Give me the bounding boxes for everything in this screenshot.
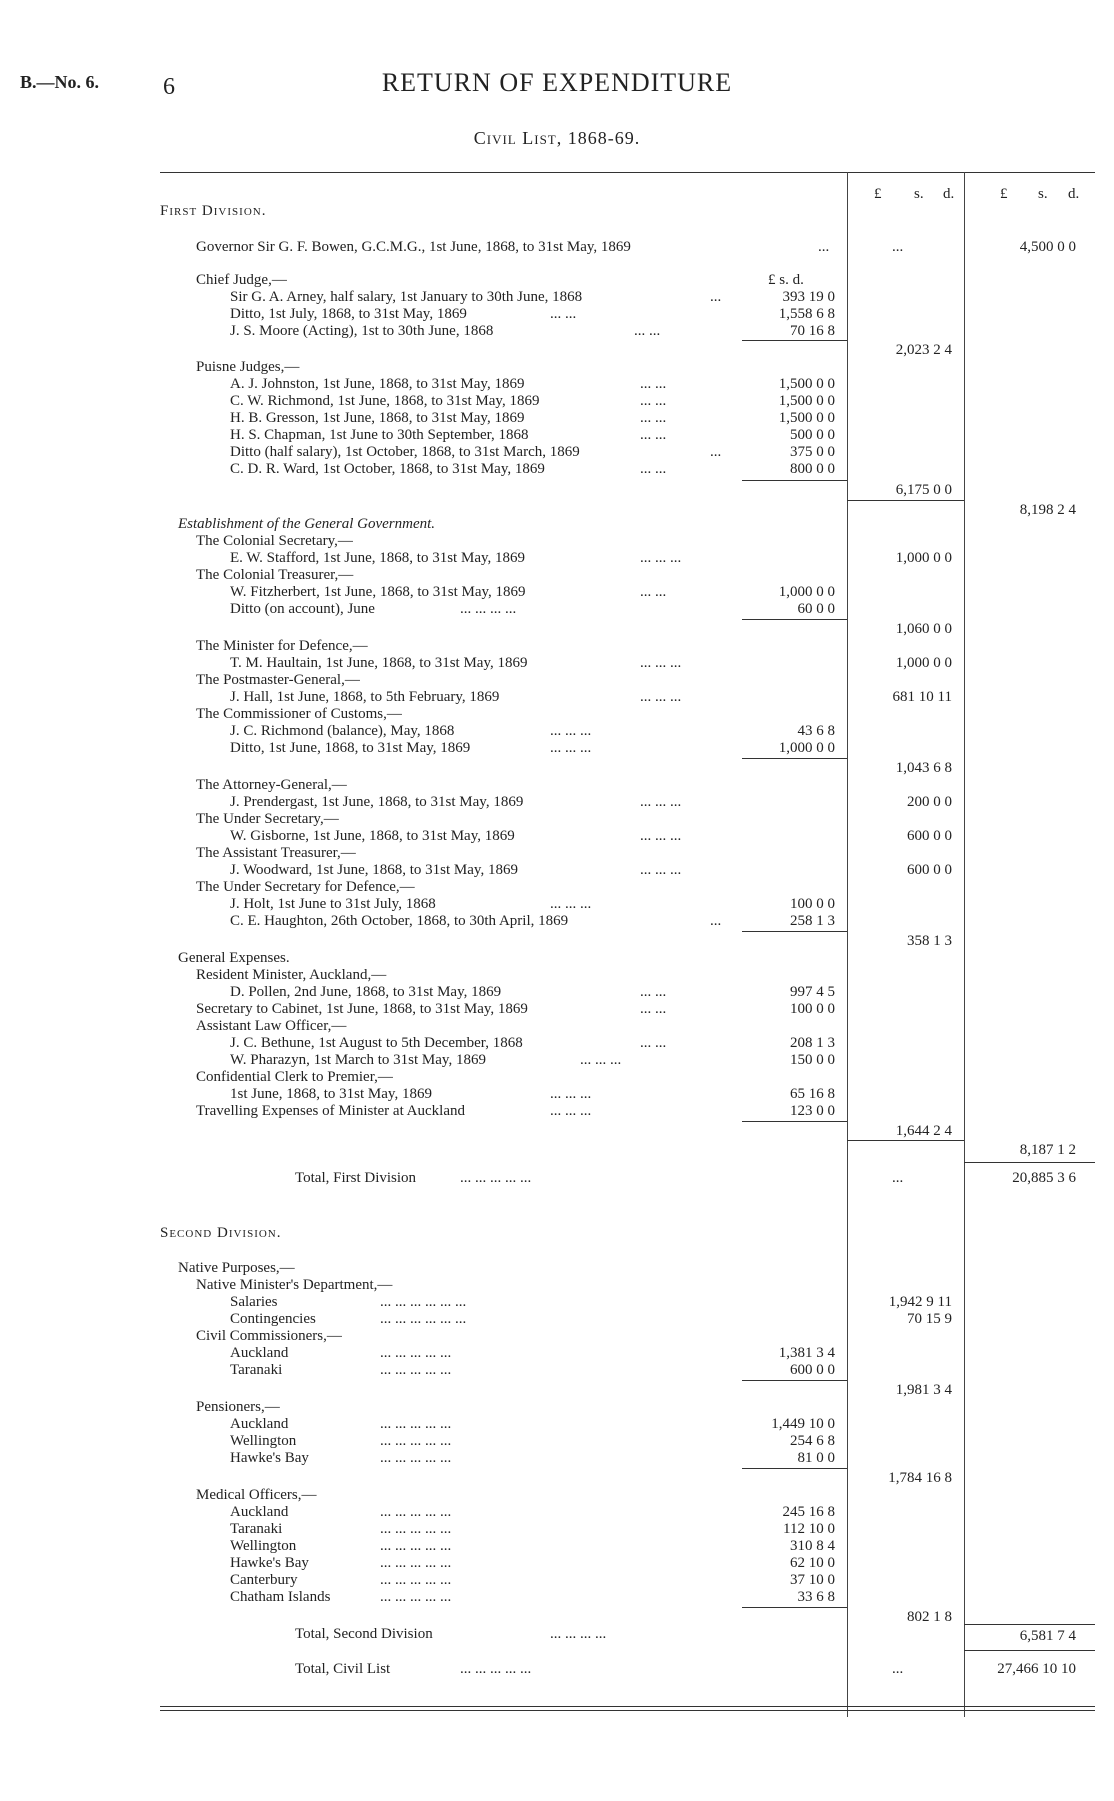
customs-row-1: J. C. Richmond (balance), May, 1868 [230,723,455,739]
amount: 1,000 0 0 [895,655,952,671]
dots: ... ... [634,323,661,339]
subtotal-rule [742,340,847,341]
dots: ... [892,1170,904,1186]
under-secretary-label: The Under Secretary,— [196,811,339,827]
dots: ... ... [640,984,667,1000]
amount: 43 6 8 [797,723,835,739]
attorney-label: The Attorney-General,— [196,777,347,793]
colonial-treasurer-subtotal: 1,060 0 0 [895,621,952,637]
amount: 1,000 0 0 [778,584,835,600]
amount: 997 4 5 [790,984,835,1000]
dots: ... [710,913,722,929]
dots: ... ... ... ... ... [380,1538,452,1554]
medical-row-1: Auckland [230,1504,289,1520]
chief-judge-row-1: Sir G. A. Arney, half salary, 1st January to 30th June, 1868 [230,289,583,305]
customs-label: The Commissioner of Customs,— [196,706,402,722]
amount: 500 0 0 [790,427,835,443]
colonial-treasurer-row-1: W. Fitzherbert, 1st June, 1868, to 31st May, 1869 [230,584,526,600]
puisne-row-5: Ditto (half salary), 1st October, 1868, to 31st March, 1869 [230,444,580,460]
dots: ... ... ... [550,740,592,756]
subtotal-rule [742,619,847,620]
under-sec-defence-label: The Under Secretary for Defence,— [196,879,415,895]
dots: ... ... ... ... ... [380,1433,452,1449]
col-header-shillings-2: s. [1038,186,1048,202]
chief-judge-subtotal: 2,023 2 4 [895,342,952,358]
under-sec-defence-row-1: J. Holt, 1st June to 31st July, 1868 [230,896,436,912]
subtotal-rule [742,931,847,932]
amount: 62 10 0 [790,1555,835,1571]
general-expenses-heading: General Expenses. [178,950,290,966]
puisne-row-3: H. B. Gresson, 1st June, 1868, to 31st May, 1869 [230,410,525,426]
dots: ... ... ... ... ... [460,1661,532,1677]
amount: 65 16 8 [790,1086,835,1102]
amount: 1,942 9 11 [888,1294,952,1310]
dots: ... ... ... [550,1086,592,1102]
salaries-row: Salaries [230,1294,278,1310]
dots: ... ... ... [640,862,682,878]
customs-subtotal: 1,043 6 8 [895,760,952,776]
pensioners-label: Pensioners,— [196,1399,280,1415]
judges-total: 8,198 2 4 [1019,502,1076,518]
dots: ... ... ... ... [460,601,517,617]
civil-commissioners-row-2: Taranaki [230,1362,283,1378]
col-header-pounds-2: £ [1000,186,1008,202]
first-division-total-label: Total, First Division [295,1170,417,1186]
defence-row: T. M. Haultain, 1st June, 1868, to 31st May, 1869 [230,655,528,671]
dots: ... ... ... ... ... [380,1555,452,1571]
dots: ... ... ... ... ... ... [380,1294,467,1310]
amount: 81 0 0 [797,1450,835,1466]
dots: ... ... ... ... ... [380,1362,452,1378]
amount: 150 0 0 [790,1052,835,1068]
amount: 208 1 3 [790,1035,835,1051]
establishment-total-rule [847,1140,964,1141]
dots: ... ... [640,376,667,392]
col-header-pence-2: d. [1068,186,1080,202]
dots: ... ... [640,410,667,426]
amount: 1,449 10 0 [771,1416,835,1432]
dots: ... [710,289,722,305]
law-officer-row-1: J. C. Bethune, 1st August to 5th December, 1868 [230,1035,523,1051]
civil-commissioners-subtotal: 1,981 3 4 [895,1382,952,1398]
pensioners-subtotal: 1,784 16 8 [888,1470,952,1486]
resident-minister-label: Resident Minister, Auckland,— [196,967,387,983]
medical-row-3: Wellington [230,1538,297,1554]
page-title: RETURN OF EXPENDITURE [381,68,733,97]
amount: 254 6 8 [790,1433,835,1449]
amount: 1,500 0 0 [778,410,835,426]
establishment-heading: Establishment of the General Government. [178,516,436,532]
governor-dots: ... [818,239,830,255]
dots: ... ... [640,393,667,409]
amount: 258 1 3 [790,913,835,929]
dots: ... ... ... ... [550,1626,607,1642]
dots: ... ... [640,1035,667,1051]
pensioners-row-2: Wellington [230,1433,297,1449]
asst-treasurer-label: The Assistant Treasurer,— [196,845,356,861]
defence-label: The Minister for Defence,— [196,638,368,654]
dots: ... ... ... ... ... [460,1170,532,1186]
puisne-row-6: C. D. R. Ward, 1st October, 1868, to 31st May, 1869 [230,461,545,477]
dots: ... ... [640,584,667,600]
amount: 37 10 0 [790,1572,835,1588]
under-secretary-row: W. Gisborne, 1st June, 1868, to 31st May, 1869 [230,828,515,844]
first-division-total: 20,885 3 6 [1012,1170,1076,1186]
establishment-total: 8,187 1 2 [1019,1142,1076,1158]
dots: ... ... ... [550,1103,592,1119]
resident-minister-row: D. Pollen, 2nd June, 1868, to 31st May, 1869 [230,984,502,1000]
customs-row-2: Ditto, 1st June, 1868, to 31st May, 1869 [230,740,471,756]
travelling-row: Travelling Expenses of Minister at Auckland [196,1103,465,1119]
dots: ... [892,1661,904,1677]
column-divider-left [847,172,848,1717]
dots: ... ... [640,1001,667,1017]
dots: ... ... ... [580,1052,622,1068]
amount: 1,500 0 0 [778,393,835,409]
page-number: 6 [163,74,175,100]
medical-row-4: Hawke's Bay [230,1555,309,1571]
dots: ... ... ... ... ... [380,1504,452,1520]
chief-judge-row-3: J. S. Moore (Acting), 1st to 30th June, 1868 [230,323,494,339]
civil-list-total-rule [964,1650,1095,1651]
amount: 100 0 0 [790,1001,835,1017]
amount: 100 0 0 [790,896,835,912]
puisne-subtotal: 6,175 0 0 [895,482,952,498]
amount: 70 15 9 [907,1311,952,1327]
under-sec-defence-row-2: C. E. Haughton, 26th October, 1868, to 30th April, 1869 [230,913,569,929]
dots: ... ... ... ... ... [380,1521,452,1537]
amount: 112 10 0 [783,1521,835,1537]
civil-list-total-label: Total, Civil List [295,1661,391,1677]
general-expenses-subtotal: 1,644 2 4 [895,1123,952,1139]
document-reference: B.—No. 6. [20,72,100,92]
subtotal-rule [742,1468,847,1469]
amount: 33 6 8 [797,1589,835,1605]
second-division-total-label: Total, Second Division [295,1626,433,1642]
civil-commissioners-row-1: Auckland [230,1345,289,1361]
dots: ... ... ... [550,723,592,739]
col-header-pence: d. [943,186,955,202]
governor-mid: ... [892,239,904,255]
dots: ... ... ... [640,550,682,566]
medical-row-5: Canterbury [230,1572,298,1588]
col-header-pounds: £ [874,186,882,202]
medical-row-6: Chatham Islands [230,1589,331,1605]
amount: 1,500 0 0 [778,376,835,392]
subtotal-rule [742,758,847,759]
clerk-row: 1st June, 1868, to 31st May, 1869 [230,1086,432,1102]
col-header-shillings: s. [914,186,924,202]
governor-amount: 4,500 0 0 [1019,239,1076,255]
medical-row-2: Taranaki [230,1521,283,1537]
chief-judge-label: Chief Judge,— [196,272,287,288]
dots: ... ... ... [550,896,592,912]
bottom-rule [160,1706,1095,1707]
dots: ... ... ... ... ... [380,1416,452,1432]
colonial-secretary-label: The Colonial Secretary,— [196,533,353,549]
column-divider-right [964,172,965,1717]
subtotal-rule [742,1607,847,1608]
amount: 1,000 0 0 [778,740,835,756]
medical-label: Medical Officers,— [196,1487,317,1503]
dots: ... ... [640,461,667,477]
inner-col-header: £ s. d. [768,272,804,288]
section-heading-first-division: First Division. [160,203,267,219]
native-purposes-label: Native Purposes,— [178,1260,295,1276]
dots: ... ... [640,427,667,443]
law-officer-row-2: W. Pharazyn, 1st March to 31st May, 1869 [230,1052,486,1068]
puisne-row-2: C. W. Richmond, 1st June, 1868, to 31st May, 1869 [230,393,540,409]
judges-total-rule [847,500,964,501]
dots: ... ... ... ... ... ... [380,1311,467,1327]
subtotal-rule [742,480,847,481]
amount: 60 0 0 [797,601,835,617]
amount: 310 8 4 [790,1538,835,1554]
pensioners-row-1: Auckland [230,1416,289,1432]
dots: ... [710,444,722,460]
dots: ... ... ... [640,689,682,705]
pensioners-row-3: Hawke's Bay [230,1450,309,1466]
dots: ... ... ... ... ... [380,1345,452,1361]
first-division-total-rule [964,1162,1095,1163]
under-sec-defence-subtotal: 358 1 3 [907,933,952,949]
colonial-secretary-row: E. W. Stafford, 1st June, 1868, to 31st May, 1869 [230,550,525,566]
bottom-rule-double [160,1710,1095,1711]
postmaster-row: J. Hall, 1st June, 1868, to 5th February, 1869 [230,689,500,705]
amount: 800 0 0 [790,461,835,477]
subtotal-rule [742,1380,847,1381]
law-officer-label: Assistant Law Officer,— [196,1018,347,1034]
colonial-treasurer-label: The Colonial Treasurer,— [196,567,354,583]
puisne-row-1: A. J. Johnston, 1st June, 1868, to 31st May, 1869 [230,376,525,392]
amount: 70 16 8 [790,323,835,339]
dots: ... ... [550,306,577,322]
native-dept-label: Native Minister's Department,— [196,1277,393,1293]
amount: 681 10 11 [892,689,952,705]
amount: 1,000 0 0 [895,550,952,566]
dots: ... ... ... [640,655,682,671]
subtotal-rule [742,1121,847,1122]
civil-list-total: 27,466 10 10 [997,1661,1076,1677]
amount: 375 0 0 [790,444,835,460]
chief-judge-row-2: Ditto, 1st July, 1868, to 31st May, 1869 [230,306,467,322]
attorney-row: J. Prendergast, 1st June, 1868, to 31st May, 1869 [230,794,524,810]
puisne-judges-label: Puisne Judges,— [196,359,300,375]
amount: 200 0 0 [907,794,952,810]
amount: 600 0 0 [790,1362,835,1378]
asst-treasurer-row: J. Woodward, 1st June, 1868, to 31st May, 1869 [230,862,518,878]
dots: ... ... ... [640,828,682,844]
amount: 1,381 3 4 [778,1345,835,1361]
amount: 600 0 0 [907,862,952,878]
second-division-total-rule [964,1624,1095,1625]
dots: ... ... ... ... ... [380,1589,452,1605]
contingencies-row: Contingencies [230,1311,316,1327]
dots: ... ... ... ... ... [380,1572,452,1588]
civil-commissioners-label: Civil Commissioners,— [196,1328,342,1344]
top-rule [160,172,1095,173]
amount: 1,558 6 8 [778,306,835,322]
puisne-row-4: H. S. Chapman, 1st June to 30th September, 1868 [230,427,529,443]
dots: ... ... ... ... ... [380,1450,452,1466]
clerk-label: Confidential Clerk to Premier,— [196,1069,393,1085]
page-subtitle: Civil List, 1868-69. [473,128,641,148]
second-division-total: 6,581 7 4 [1019,1628,1076,1644]
governor-label: Governor Sir G. F. Bowen, G.C.M.G., 1st June, 1868, to 31st May, 1869 [196,239,631,255]
colonial-treasurer-row-2: Ditto (on account), June [230,601,375,617]
cabinet-secretary-row: Secretary to Cabinet, 1st June, 1868, to 31st May, 1869 [196,1001,528,1017]
amount: 245 16 8 [782,1504,835,1520]
postmaster-label: The Postmaster-General,— [196,672,360,688]
medical-subtotal: 802 1 8 [907,1609,952,1625]
section-heading-second-division: Second Division. [160,1225,282,1241]
amount: 393 19 0 [782,289,835,305]
amount: 123 0 0 [790,1103,835,1119]
dots: ... ... ... [640,794,682,810]
amount: 600 0 0 [907,828,952,844]
